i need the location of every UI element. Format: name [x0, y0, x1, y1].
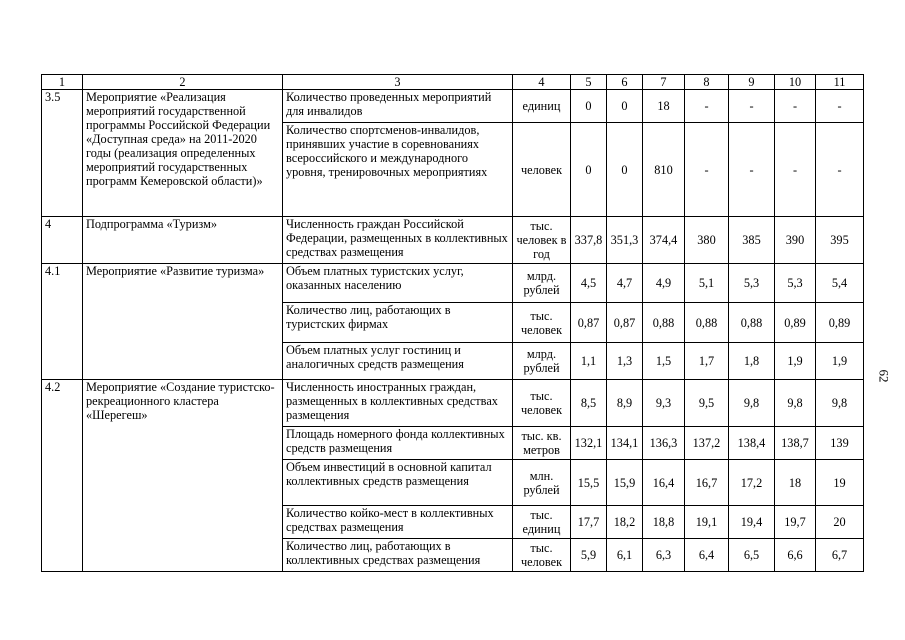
header-cell: 1: [42, 75, 83, 90]
value-cell: 137,2: [685, 427, 729, 460]
value-cell: 395: [816, 217, 864, 264]
value-cell: 19,4: [729, 506, 775, 539]
value-cell: 0,89: [775, 303, 816, 343]
value-cell: 0,88: [643, 303, 685, 343]
value-cell: 20: [816, 506, 864, 539]
value-cell: 390: [775, 217, 816, 264]
value-cell: 374,4: [643, 217, 685, 264]
activity-name: Мероприятие «Создание туристско-рекреационного кластера «Шерегеш»: [83, 380, 283, 572]
value-cell: 5,4: [816, 264, 864, 303]
indicator-name: Объем платных услуг гостиниц и аналогичных средств размещения: [283, 343, 513, 380]
value-cell: 18: [643, 90, 685, 123]
value-cell: 16,4: [643, 460, 685, 506]
value-cell: 18,8: [643, 506, 685, 539]
value-cell: 4,7: [607, 264, 643, 303]
header-cell: 9: [729, 75, 775, 90]
value-cell: 19,7: [775, 506, 816, 539]
value-cell: -: [729, 123, 775, 217]
activity-name: Мероприятие «Реализация мероприятий государственной программы Российской Федерации «Доступная среда» на 2011-2020 годы (реализация определенных мероприятий государственных программ Кемеровской области)»: [83, 90, 283, 217]
unit-cell: млрд. рублей: [513, 264, 571, 303]
value-cell: -: [729, 90, 775, 123]
value-cell: 5,9: [571, 539, 607, 572]
value-cell: 6,4: [685, 539, 729, 572]
header-cell: 2: [83, 75, 283, 90]
section-code: 4.2: [42, 380, 83, 572]
unit-cell: млн. рублей: [513, 460, 571, 506]
value-cell: 132,1: [571, 427, 607, 460]
table-row: [42, 380, 864, 427]
value-cell: 351,3: [607, 217, 643, 264]
value-cell: 385: [729, 217, 775, 264]
value-cell: 0,87: [607, 303, 643, 343]
value-cell: 1,5: [643, 343, 685, 380]
value-cell: 9,8: [729, 380, 775, 427]
unit-cell: тыс. человек: [513, 303, 571, 343]
value-cell: -: [685, 90, 729, 123]
indicator-name: Численность иностранных граждан, размещенных в коллективных средствах размещения: [283, 380, 513, 427]
value-cell: 138,7: [775, 427, 816, 460]
value-cell: 0,87: [571, 303, 607, 343]
unit-cell: тыс. человек: [513, 380, 571, 427]
value-cell: 0: [571, 123, 607, 217]
value-cell: 17,2: [729, 460, 775, 506]
value-cell: 6,6: [775, 539, 816, 572]
indicator-name: Количество лиц, работающих в туристских фирмах: [283, 303, 513, 343]
value-cell: 19: [816, 460, 864, 506]
value-cell: 134,1: [607, 427, 643, 460]
value-cell: 1,3: [607, 343, 643, 380]
unit-cell: человек: [513, 123, 571, 217]
value-cell: 15,5: [571, 460, 607, 506]
table-row: [42, 217, 864, 264]
value-cell: 380: [685, 217, 729, 264]
header-cell: 8: [685, 75, 729, 90]
value-cell: 337,8: [571, 217, 607, 264]
indicator-name: Объем платных туристских услуг, оказанных населению: [283, 264, 513, 303]
header-cell: 7: [643, 75, 685, 90]
value-cell: 1,8: [729, 343, 775, 380]
table-row: [42, 90, 864, 123]
value-cell: 4,5: [571, 264, 607, 303]
value-cell: 6,3: [643, 539, 685, 572]
value-cell: -: [685, 123, 729, 217]
value-cell: 0: [571, 90, 607, 123]
value-cell: -: [775, 123, 816, 217]
value-cell: 136,3: [643, 427, 685, 460]
page-number: 62: [876, 369, 892, 383]
header-cell: 6: [607, 75, 643, 90]
value-cell: 1,9: [775, 343, 816, 380]
value-cell: 18: [775, 460, 816, 506]
indicator-name: Количество койко-мест в коллективных средствах размещения: [283, 506, 513, 539]
value-cell: 9,8: [816, 380, 864, 427]
value-cell: 0: [607, 123, 643, 217]
indicator-name: Количество проведенных мероприятий для инвалидов: [283, 90, 513, 123]
section-code: 4.1: [42, 264, 83, 380]
indicator-name: Количество спортсменов-инвалидов, принявших участие в соревнованиях всероссийского и международного уровня, тренировочных мероприятиях: [283, 123, 513, 217]
value-cell: 139: [816, 427, 864, 460]
value-cell: 6,7: [816, 539, 864, 572]
value-cell: -: [816, 123, 864, 217]
value-cell: 19,1: [685, 506, 729, 539]
value-cell: 6,5: [729, 539, 775, 572]
header-cell: 11: [816, 75, 864, 90]
header-cell: 4: [513, 75, 571, 90]
unit-cell: тыс. человек: [513, 539, 571, 572]
value-cell: 8,5: [571, 380, 607, 427]
header-cell: 3: [283, 75, 513, 90]
section-code: 3.5: [42, 90, 83, 217]
unit-cell: единиц: [513, 90, 571, 123]
table-row: [42, 264, 864, 303]
value-cell: 5,3: [729, 264, 775, 303]
section-code: 4: [42, 217, 83, 264]
unit-cell: млрд. рублей: [513, 343, 571, 380]
value-cell: -: [775, 90, 816, 123]
indicator-name: Численность граждан Российской Федерации, размещенных в коллективных средствах размещения: [283, 217, 513, 264]
value-cell: 0,88: [729, 303, 775, 343]
value-cell: 16,7: [685, 460, 729, 506]
value-cell: 1,9: [816, 343, 864, 380]
unit-cell: тыс. единиц: [513, 506, 571, 539]
activity-name: Мероприятие «Развитие туризма»: [83, 264, 283, 380]
value-cell: 0,88: [685, 303, 729, 343]
value-cell: 0: [607, 90, 643, 123]
value-cell: 9,3: [643, 380, 685, 427]
header-cell: 5: [571, 75, 607, 90]
indicator-name: Площадь номерного фонда коллективных средств размещения: [283, 427, 513, 460]
value-cell: -: [816, 90, 864, 123]
unit-cell: тыс. кв. метров: [513, 427, 571, 460]
value-cell: 5,1: [685, 264, 729, 303]
value-cell: 9,8: [775, 380, 816, 427]
indicator-name: Количество лиц, работающих в коллективных средствах размещения: [283, 539, 513, 572]
value-cell: 18,2: [607, 506, 643, 539]
indicators-table: [41, 74, 864, 572]
value-cell: 17,7: [571, 506, 607, 539]
unit-cell: тыс. человек в год: [513, 217, 571, 264]
value-cell: 138,4: [729, 427, 775, 460]
indicator-name: Объем инвестиций в основной капитал коллективных средств размещения: [283, 460, 513, 506]
activity-name: Подпрограмма «Туризм»: [83, 217, 283, 264]
value-cell: 1,1: [571, 343, 607, 380]
header-row: [42, 75, 864, 90]
value-cell: 810: [643, 123, 685, 217]
value-cell: 9,5: [685, 380, 729, 427]
value-cell: 4,9: [643, 264, 685, 303]
value-cell: 15,9: [607, 460, 643, 506]
value-cell: 1,7: [685, 343, 729, 380]
value-cell: 5,3: [775, 264, 816, 303]
header-cell: 10: [775, 75, 816, 90]
value-cell: 6,1: [607, 539, 643, 572]
value-cell: 8,9: [607, 380, 643, 427]
value-cell: 0,89: [816, 303, 864, 343]
